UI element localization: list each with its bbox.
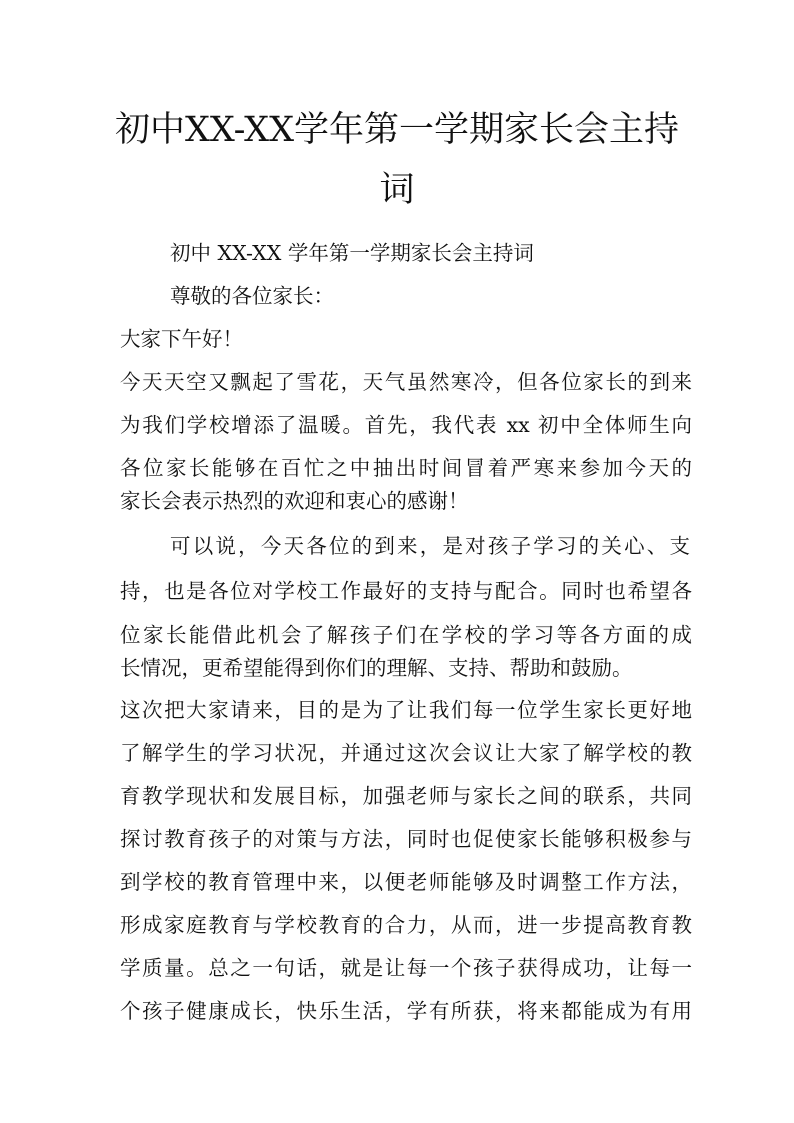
- salutation-line: 尊敬的各位家长：: [170, 284, 334, 308]
- document-title: 初中XX-XX学年第一学期家长会主持: [114, 110, 679, 150]
- body-text-line: 位家长能借此机会了解孩子们在学校的学习等各方面的成: [120, 623, 692, 647]
- body-text-line: 了解学生的学习状况，并通过这次会议让大家了解学校的教: [120, 741, 692, 765]
- body-text-line: 学质量。总之一句话，就是让每一个孩子获得成功，让每一: [120, 956, 692, 980]
- document-title-continued: 词: [379, 170, 415, 210]
- body-text-line: 各位家长能够在百忙之中抽出时间冒着严寒来参加今天的: [120, 456, 692, 480]
- body-text-line: 育教学现状和发展目标，加强老师与家长之间的联系，共同: [120, 784, 692, 808]
- body-text-line: 可以说，今天各位的到来，是对孩子学习的关心、支: [170, 534, 690, 558]
- body-text-line: 个孩子健康成长，快乐生活，学有所获，将来都能成为有用: [120, 999, 692, 1023]
- body-text-line: 家长会表示热烈的欢迎和衷心的感谢！: [120, 489, 469, 513]
- subtitle-line: 初中 XX-XX 学年第一学期家长会主持词: [170, 241, 534, 265]
- body-text-line: 形成家庭教育与学校教育的合力，从而，进一步提高教育教: [120, 913, 692, 937]
- body-text-line: 到学校的教育管理中来，以便老师能够及时调整工作方法，: [120, 870, 692, 894]
- body-text-line: 这次把大家请来，目的是为了让我们每一位学生家长更好地: [120, 698, 692, 722]
- body-text-line: 长情况，更希望能得到你们的理解、支持、帮助和鼓励。: [120, 656, 633, 680]
- body-text-line: 持，也是各位对学校工作最好的支持与配合。同时也希望各: [120, 579, 692, 603]
- body-text-line: 探讨教育孩子的对策与方法，同时也促使家长能够积极参与: [120, 827, 692, 851]
- body-text-line: 今天天空又飘起了雪花，天气虽然寒冷，但各位家长的到来: [120, 370, 692, 394]
- body-text-line: 为我们学校增添了温暖。首先，我代表 xx 初中全体师生向: [120, 413, 692, 437]
- greeting-line: 大家下午好！: [120, 327, 243, 351]
